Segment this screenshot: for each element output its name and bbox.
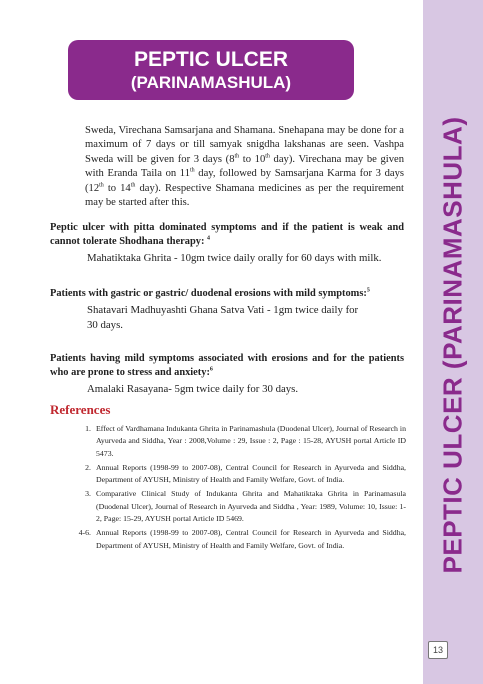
sidebar-title: PEPTIC ULCER (PARINAMASHULA)	[437, 116, 468, 574]
title-banner	[68, 40, 354, 100]
section-heading: Patients with gastric or gastric/ duodenal erosions with mild symptoms:$^5$	[50, 287, 370, 299]
references-heading: References	[50, 402, 111, 417]
page-subtitle: (PARINAMASHULA)	[130, 73, 292, 92]
page-title: PEPTIC ULCER	[133, 48, 288, 71]
reference-item	[76, 462, 406, 487]
references-list	[76, 423, 406, 554]
reference-text: Comparative Clinical Study of Indukanta Ghrita and Mahatiktaka Ghrita in Parinamasula (Duodenal Ulcer), Journal of Research in Ayurveda and Siddha , Year: 1989, Volume: 10, Issue: 1-2, Page: 15-29, AYUSH portal Article ID 5469.	[96, 489, 406, 524]
reference-number: 3.	[85, 489, 91, 499]
reference-text: Annual Reports (1998-99 to 2007-08), Central Council for Research in Ayurveda and Siddha, Department of AYUSH, Ministry of Health and Family Welfare, Govt. of India.	[96, 528, 406, 550]
section-heading: Patients having mild symptoms associated with erosions and for the patients who are prone to stress and anxiety:$^6$	[50, 353, 404, 378]
reference-text: Annual Reports (1998-99 to 2007-08), Central Council for Research in Ayurveda and Siddha, Department of AYUSH, Ministry of Health and Family Welfare, Govt. of India.	[96, 462, 406, 485]
intro-paragraph: Sweda, Virechana Samsarjana and Shamana. Snehapana may be done for a maximum of 7 days or till samyak snigdha lakshanas are seen. Vashpa Sweda will be given for 3 days (8th to 10th day). Virechana may be given with Eranda Taila on 11th day, followed by Samsarjana Karma for 3 days (12th to 14th day). Respective Shamana medicines as per the requirement may be started after this.	[85, 125, 404, 209]
section-heading: Peptic ulcer with pitta dominated symptoms and if the patient is weak and cannot tolerate Shodhana therapy: $^4$	[50, 222, 404, 247]
section-stress-anxiety	[50, 352, 404, 397]
section-gastric-erosions	[50, 287, 404, 333]
section-pitta-dominated	[50, 221, 404, 266]
reference-item	[76, 488, 406, 525]
reference-item	[76, 527, 406, 552]
reference-text: Effect of Vardhamana Indukanta Ghrita in Parinamashula (Duodenal Ulcer), Journal of Research in Ayurveda and Siddha, Year : 2008,Volume : 29, Issue : 2, Page : 15-28, AYUSH portal Article ID 5473.	[96, 424, 406, 458]
reference-item	[76, 423, 406, 460]
reference-number: 4-6.	[78, 528, 91, 538]
section-treatment: Mahatiktaka Ghrita - 10gm twice daily orally for 60 days with milk.	[87, 252, 382, 264]
section-treatment: Shatavari Madhuyashti Ghana Satva Vati - 1gm twice daily for 30 days.	[87, 304, 359, 331]
page-number: 13	[428, 641, 448, 659]
reference-number: 1.	[85, 424, 91, 433]
reference-number: 2.	[85, 462, 91, 472]
section-treatment: Amalaki Rasayana- 5gm twice daily for 30 days.	[87, 383, 299, 395]
